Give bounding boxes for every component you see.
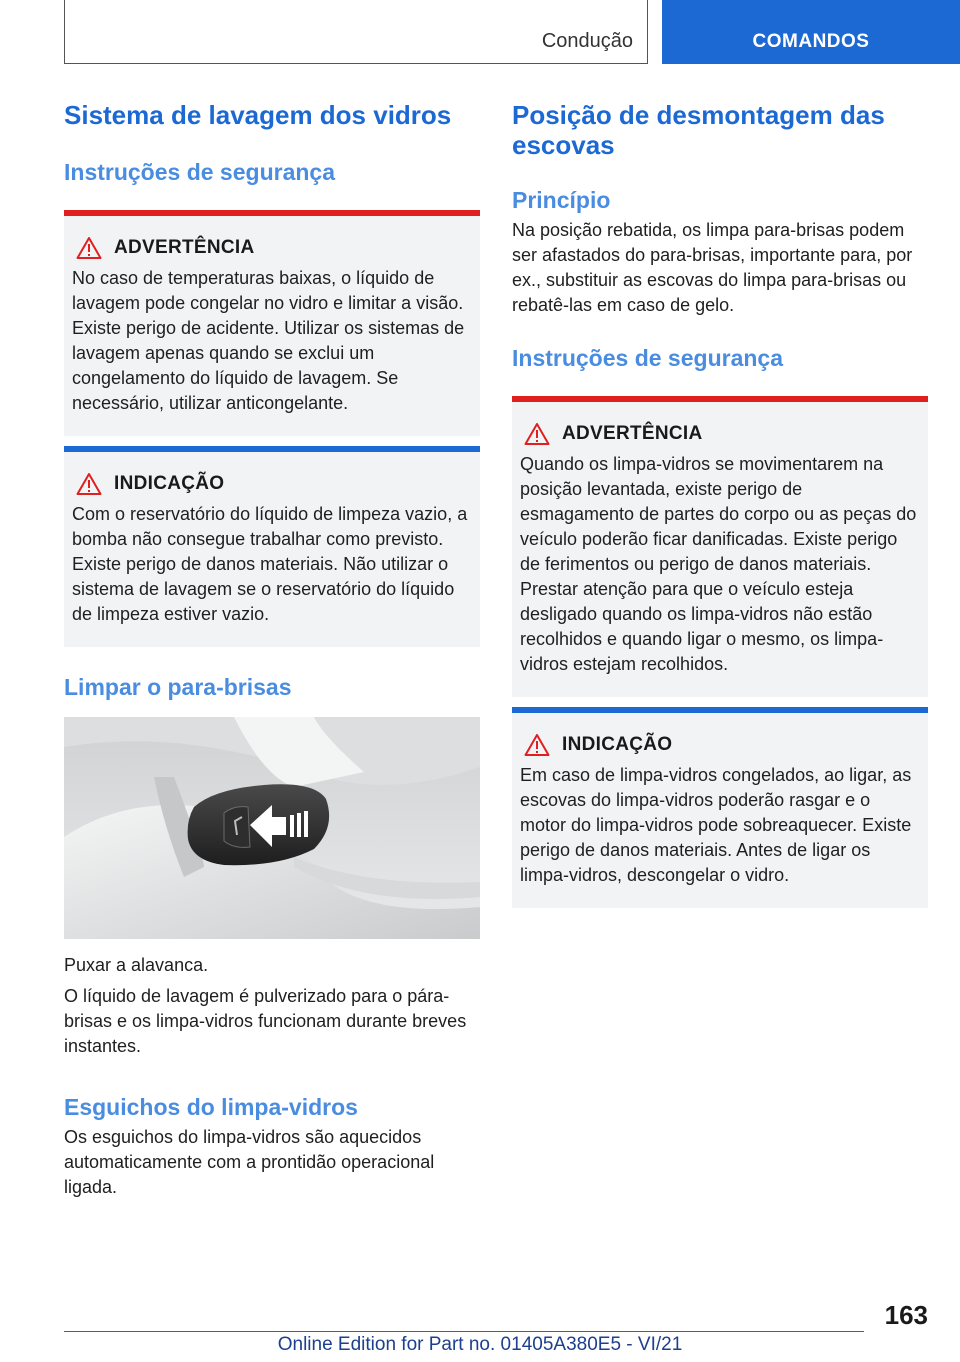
warning-triangle-icon	[76, 236, 102, 260]
principle-text: Na posição rebatida, os limpa para-brisas podem ser afastados do para-brisas, importante para, por ex., substituir as escovas do limpa para-brisas ou rebatê-las em caso de gelo.	[512, 220, 913, 315]
right-notice-box	[512, 707, 928, 908]
header-chapter-label: COMANDOS	[752, 31, 870, 52]
left-notice-text: Com o reservatório do líquido de limpeza vazio, a bomba não consegue trabalhar como previsto. Existe perigo de danos materiais. Não utilizar o sistema de lavagem se o reservatório do líquido de limpeza estiver vazio.	[72, 504, 468, 624]
left-warning-box	[64, 210, 480, 436]
header-section-box	[64, 0, 648, 64]
left-section-title: Sistema de lavagem dos vidros	[64, 100, 452, 130]
nozzles-text: Os esguichos do limpa-vidros são aquecidos automaticamente com a prontidão operacional ligada.	[64, 1127, 435, 1197]
right-warning-header	[520, 422, 920, 446]
step-pull-lever: Puxar a alavanca.	[64, 955, 209, 975]
left-column	[64, 100, 480, 1200]
principle-heading: Princípio	[512, 187, 611, 213]
footer-edition: Online Edition for Part no. 01405A380E5 - VI/21	[277, 1334, 683, 1355]
nozzles-heading: Esguichos do limpa-vidros	[64, 1094, 358, 1120]
left-safety-heading: Instruções de segurança	[64, 159, 335, 185]
left-notice-label: INDICAÇÃO	[114, 473, 225, 494]
right-notice-text: Em caso de limpa-vidros congelados, ao ligar, as escovas do limpa-vidros poderão rasgar e o motor do limpa-vidros pode sobreaquecer. Existe perigo de danos materiais. Antes de ligar os limpa-vidros, descongelar o vidro.	[520, 765, 912, 885]
right-warning-text: Quando os limpa-vidros se movimentarem na posição levantada, existe perigo de esmagamento de partes do corpo ou as peças do veículo poderão ficar danificadas. Existe perigo de ferimentos ou perigo de danos materiais. Prestar atenção para que o veículo esteja desligado quando os limpa-vidros não estão recolhidos e quando ligar o mesmo, os limpa-vidros estejam recolhidos.	[520, 454, 917, 674]
footer-divider	[64, 1331, 864, 1332]
right-notice-label: INDICAÇÃO	[562, 734, 673, 755]
left-warning-label: ADVERTÊNCIA	[114, 237, 255, 258]
warning-triangle-icon	[76, 472, 102, 496]
right-section-title: Posição de desmontagem das escovas	[512, 100, 885, 160]
left-notice-header	[72, 472, 472, 496]
right-warning-box	[512, 396, 928, 697]
wiper-lever-illustration	[64, 717, 480, 939]
right-column	[512, 100, 928, 908]
warning-triangle-icon	[524, 422, 550, 446]
page-number: 163	[884, 1300, 928, 1330]
header-section-label: Condução	[541, 30, 633, 52]
right-warning-label: ADVERTÊNCIA	[562, 423, 703, 444]
wiper-lever-photo	[64, 717, 480, 939]
left-warning-text: No caso de temperaturas baixas, o líquido de lavagem pode congelar no vidro e limitar a visão. Existe perigo de acidente. Utilizar os sistemas de lavagem apenas quando se exclui um congelamento do líquido de lavagem. Se necessário, utilizar anticongelante.	[72, 268, 465, 413]
left-warning-header	[72, 236, 472, 260]
left-notice-box	[64, 446, 480, 647]
step-spray-description: O líquido de lavagem é pulverizado para o pára-brisas e os limpa-vidros funcionam durante breves instantes.	[64, 986, 467, 1056]
header-chapter-tab	[662, 0, 960, 64]
right-notice-header	[520, 733, 920, 757]
right-safety-heading: Instruções de segurança	[512, 345, 783, 371]
warning-triangle-icon	[524, 733, 550, 757]
clean-windshield-heading: Limpar o para-brisas	[64, 674, 292, 700]
